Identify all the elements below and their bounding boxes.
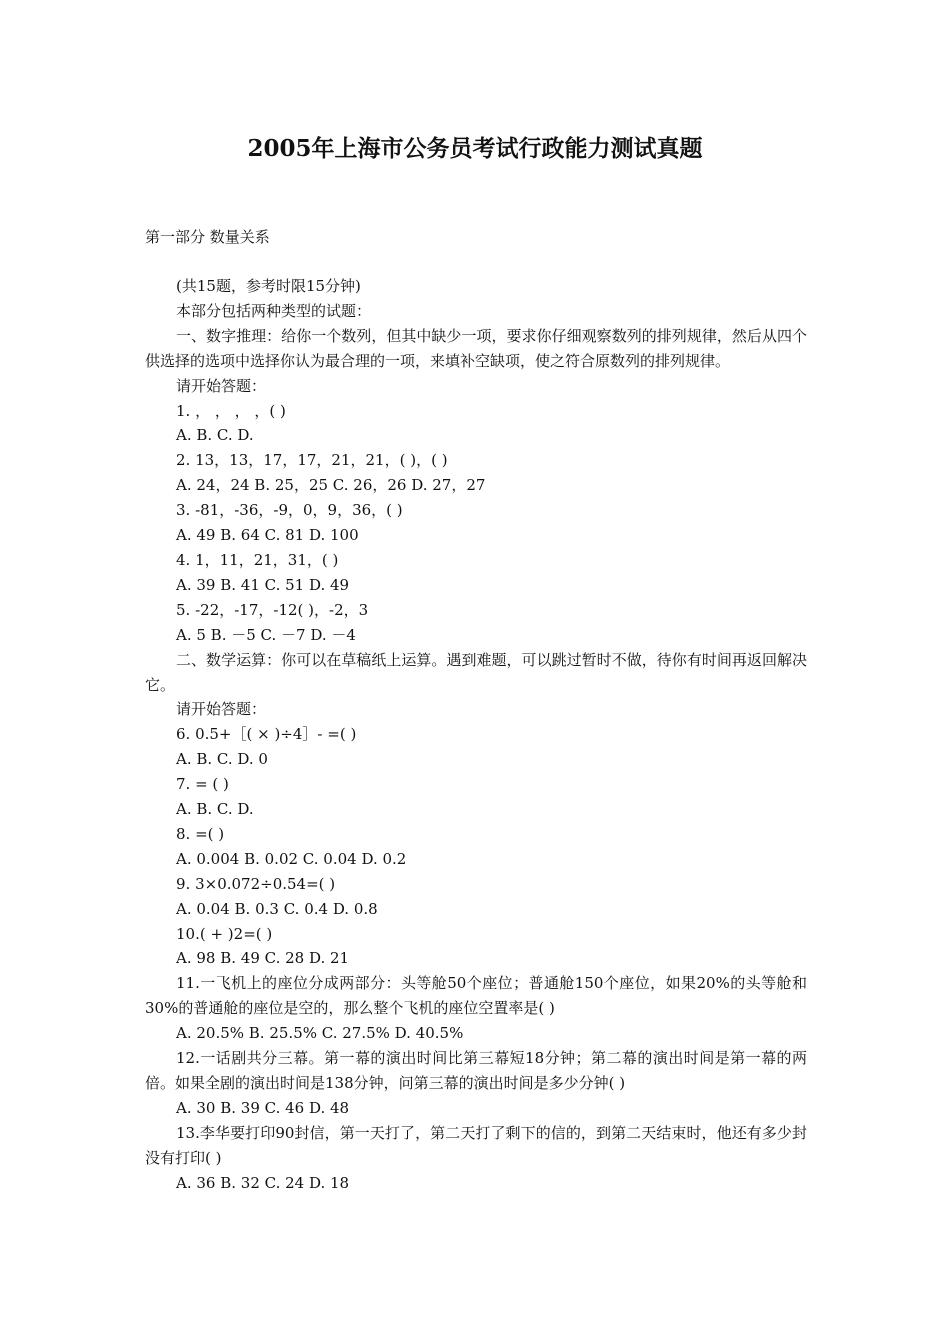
answer-options: A. B. C. D. 0 bbox=[176, 750, 268, 769]
question: 5. -22，-17，-12( )，-2，3 bbox=[176, 600, 369, 619]
question: 6. 0.5+［( × )÷4］- =( ) bbox=[176, 725, 357, 744]
paragraph: 请开始答题： bbox=[176, 700, 267, 719]
answer-options: A. 30 B. 39 C. 46 D. 48 bbox=[176, 1098, 350, 1117]
question: 7. = ( ) bbox=[176, 775, 229, 794]
paragraph: 本部分包括两种类型的试题： bbox=[176, 301, 372, 320]
question: 10.( + )2=( ) bbox=[176, 924, 273, 943]
answer-options: A. 36 B. 32 C. 24 D. 18 bbox=[176, 1173, 350, 1192]
section-heading: 第一部分 数量关系 bbox=[145, 228, 270, 246]
answer-options: A. 39 B. 41 C. 51 D. 49 bbox=[176, 575, 350, 594]
question: 2. 13，13，17，17，21，21，( )，( ) bbox=[176, 451, 448, 470]
paragraph: 请开始答题： bbox=[176, 376, 267, 395]
answer-options: A. 5 B. －5 C. －7 D. －4 bbox=[176, 625, 356, 644]
question: 11.一飞机上的座位分成两部分：头等舱50个座位；普通舱150个座位，如果20%的头等舱和30%的普通舱的座位是空的，那么整个飞机的座位空置率是( ) bbox=[145, 974, 807, 1018]
answer-options: A. 98 B. 49 C. 28 D. 21 bbox=[176, 949, 350, 968]
question: 3. -81，-36，-9，0，9，36，( ) bbox=[176, 501, 403, 520]
question: 13.李华要打印90封信，第一天打了，第二天打了剩下的信的，到第二天结束时，他还有多少封没有打印( ) bbox=[145, 1123, 807, 1167]
question: 1. ， ， ， ，( ) bbox=[176, 401, 286, 420]
document-body bbox=[145, 274, 807, 1196]
answer-options: A. 20.5% B. 25.5% C. 27.5% D. 40.5% bbox=[176, 1024, 464, 1043]
document-title: 2005年上海市公务员考试行政能力测试真题 bbox=[247, 135, 703, 162]
paragraph: 一、数字推理：给你一个数列，但其中缺少一项，要求你仔细观察数列的排列规律，然后从四个供选择的选项中选择你认为最合理的一项，来填补空缺项，使之符合原数列的排列规律。 bbox=[145, 326, 807, 370]
question: 12.一话剧共分三幕。第一幕的演出时间比第三幕短18分钟；第二幕的演出时间是第一幕的两倍。如果全剧的演出时间是138分钟，问第三幕的演出时间是多少分钟( ) bbox=[145, 1049, 807, 1092]
answer-options: A. 49 B. 64 C. 81 D. 100 bbox=[176, 526, 359, 545]
question: 9. 3×0.072÷0.54=( ) bbox=[176, 874, 336, 893]
question: 4. 1，11，21，31，( ) bbox=[176, 550, 339, 569]
paragraph: 二、数学运算：你可以在草稿纸上运算。遇到难题，可以跳过暂时不做，待你有时间再返回解决它。 bbox=[145, 650, 807, 694]
answer-options: A. 0.004 B. 0.02 C. 0.04 D. 0.2 bbox=[176, 849, 407, 868]
question: 8. =( ) bbox=[176, 824, 225, 843]
answer-options: A. 0.04 B. 0.3 C. 0.4 D. 0.8 bbox=[176, 899, 378, 918]
answer-options: A. B. C. D. bbox=[176, 426, 254, 445]
paragraph: (共15题，参考时限15分钟) bbox=[176, 277, 361, 295]
answer-options: A. 24，24 B. 25，25 C. 26，26 D. 27，27 bbox=[176, 476, 486, 495]
answer-options: A. B. C. D. bbox=[176, 800, 254, 819]
